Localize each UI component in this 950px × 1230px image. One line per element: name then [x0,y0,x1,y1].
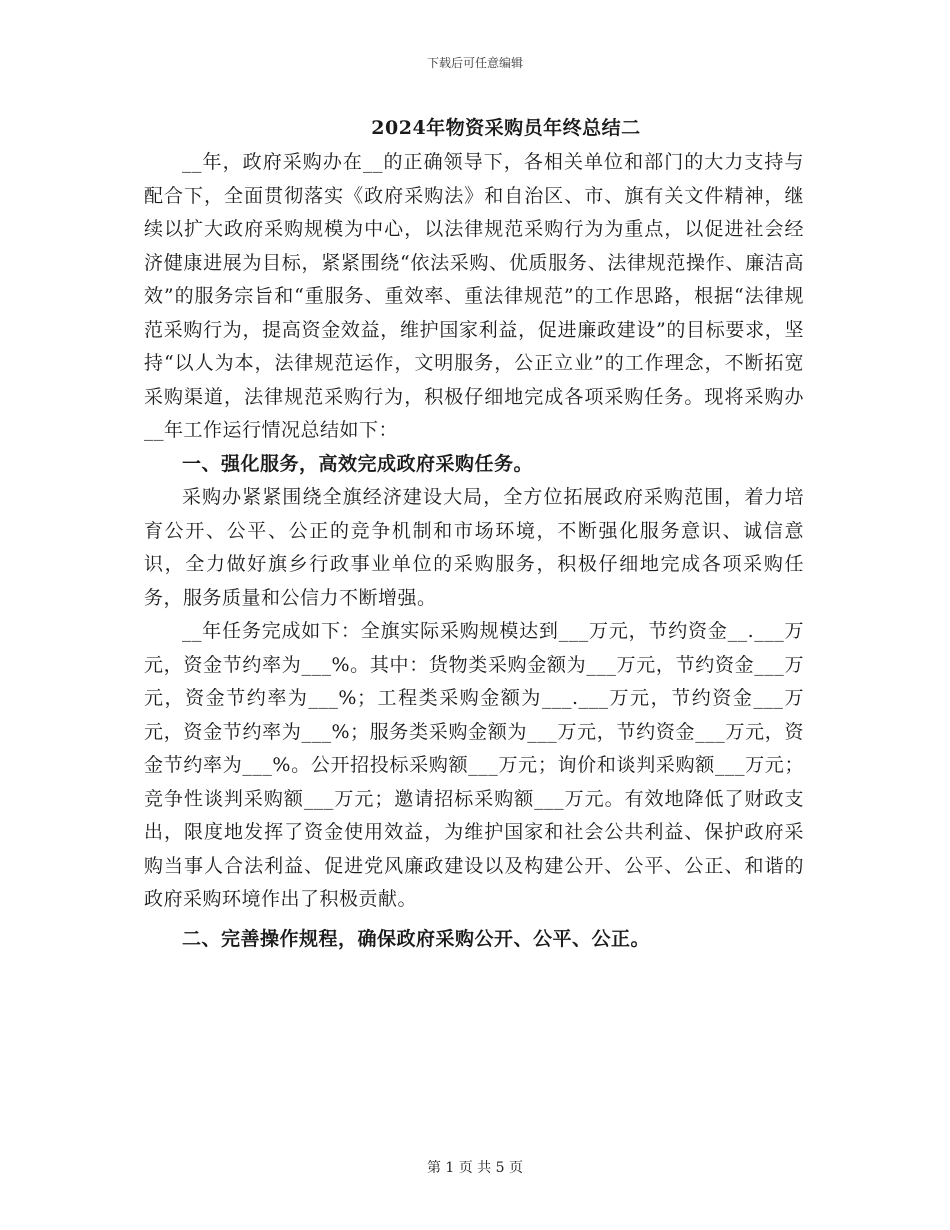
section-heading-1: 一、强化服务，高效完成政府采购任务。 [182,452,534,475]
section-1-paragraph-1: 采购办紧紧围绕全旗经济建设大局，全方位拓展政府采购范围，着力培育公开、公平、公正的竞争机制和市场环境，不断强化服务意识、诚信意识，全力做好旗乡行政事业单位的采购服务，积极仔细地完成各项采购任务，服务质量和公信力不断增强。 [144,486,804,609]
section-heading-2: 二、完善操作规程，确保政府采购公开、公平、公正。 [182,927,651,950]
document-body [144,112,804,956]
document-title: 2024年物资采购员年终总结二 [371,117,641,139]
page-number: 第 1 页 共 5 页 [426,1160,524,1176]
section-1-paragraph-2: __年任务完成如下：全旗实际采购规模达到___万元，节约资金__.___万元，资金节约率为___%。其中：货物类采购金额为___万元，节约资金___万元，资金节约率为___%；工程类采购金额为___.___万元，节约资金___万元，资金节约率为___%；服务类采购金额为___万元，节约资金___万元，资金节约率为___%。公开招投标采购额___万元；询价和谈判采购额___万元；竞争性谈判采购额___万元；邀请招标采购额___万元。有效地降低了财政支出，限度地发挥了资金使用效益，为维护国家和社会公共利益、保护政府采购当事人合法利益、促进党风廉政建设以及构建公开、公平、公正、和谐的政府采购环境作出了积极贡献。 [144,620,804,910]
intro-paragraph: __年，政府采购办在__的正确领导下，各相关单位和部门的大力支持与配合下，全面贯彻落实《政府采购法》和自治区、市、旗有关文件精神，继续以扩大政府采购规模为中心，以法律规范采购行为为重点，以促进社会经济健康进展为目标，紧紧围绕“依法采购、优质服务、法律规范操作、廉洁高效”的服务宗旨和“重服务、重效率、重法律规范”的工作思路，根据“法律规范采购行为，提高资金效益，维护国家利益，促进廉政建设”的目标要求，坚持“以人为本，法律规范运作，文明服务，公正立业”的工作理念，不断拓宽采购渠道，法律规范采购行为，积极仔细地完成各项采购任务。现将采购办__年工作运行情况总结如下： [144,151,804,441]
header-note: 下载后可任意编辑 [426,56,523,70]
